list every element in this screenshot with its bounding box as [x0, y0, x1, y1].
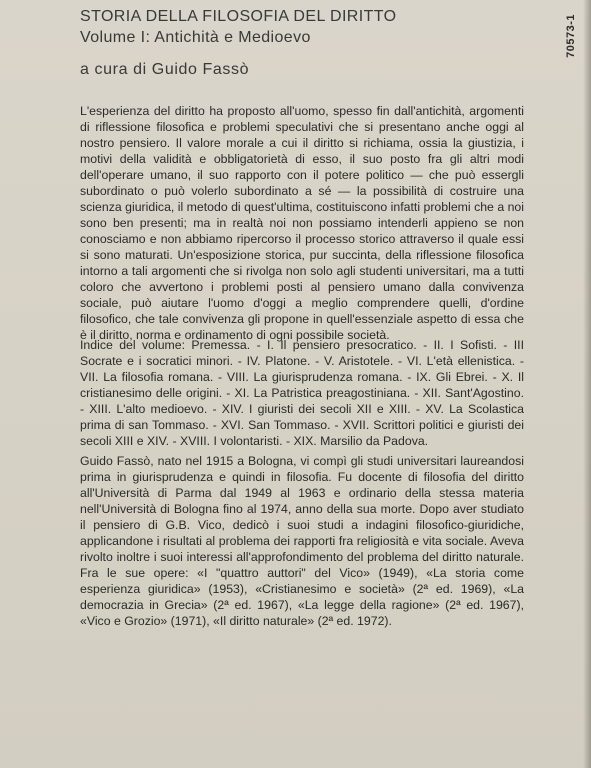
author-bio-paragraph: Guido Fassò, nato nel 1915 a Bologna, vi compì gli studi universitari laureandosi prima in giurisprudenza e quindi in filosofia. Fu docente di filosofia del diritto all'Università di Parma dal 1949 al 1963 e ordinario della stessa materia nell'Università di Bologna fino al 1974, anno della sua morte. Dopo aver studiato il pensiero di G.B. Vico, dedicò i suoi studi a indagini filosofico-giuridiche, applicandone i risultati al problema dei rapporti fra religiosità e vita sociale. Aveva rivolto inoltre i suoi interessi all'approfondimento del problema del diritto naturale. Fra le sue opere: «I "quattro auttori" del Vico» (1949), «La storia come esperienza giuridica» (1953), «Cristianesimo e società» (2ª ed. 1969), «La democrazia in Grecia» (2ª ed. 1967), «La legge della ragione» (2ª ed. 1967), «Vico e Grozio» (1971), «Il diritto naturale» (2ª ed. 1972). [80, 454, 524, 628]
cover-header [80, 6, 520, 80]
editor-credit: a cura di Guido Fassò [80, 61, 250, 78]
volume-title: Volume I: Antichità e Medioevo [80, 29, 311, 46]
series-title: STORIA DELLA FILOSOFIA DEL DIRITTO [80, 8, 397, 25]
page-edge-shadow [583, 0, 591, 768]
table-of-contents-paragraph: Indice del volume: Premessa. - I. Il pensiero presocratico. - II. I Sofisti. - III Socrate e i socratici minori. - IV. Platone. - V. Aristotele. - VI. L'età ellenistica. - VII. La filosofia romana. - VIII. La giurisprudenza romana. - IX. Gli Ebrei. - X. Il cristianesimo delle origini. - XI. La Patristica preagostiniana. - XII. Sant'Agostino. - XIII. L'alto medioevo. - XIV. I giuristi dei secoli XII e XIII. - XV. La Scolastica prima di san Tommaso. - XVI. San Tommaso. - XVII. Scrittori politici e giuristi dei secoli XIII e XIV. - XVIII. I volontaristi. - XIX. Marsilio da Padova. [80, 338, 524, 448]
catalog-number: 70573-1 [565, 14, 577, 58]
intro-paragraph: L'esperienza del diritto ha proposto all'uomo, spesso fin dall'antichità, argomenti di riflessione filosofica e problemi speculativi che si presentano anche oggi al nostro pensiero. Il valore morale a cui il diritto si richiama, ossia la giustizia, i motivi della validità e obbligatorietà di esso, il suo posto fra gli altri modi dell'operare umano, il suo rapporto con il potere politico — che può essergli subordinato o può volerlo subordinato a sé — la possibilità di costruire una scienza giuridica, il metodo di quest'ultima, costituiscono infatti problemi che a noi sono ben presenti; ma in realtà noi non possiamo intenderli appieno se non conosciamo e non abbiamo ripercorso il processo storico attraverso il quale essi si sono maturati. Un'esposizione storica, pur succinta, della riflessione filosofica intorno a tali argomenti che si rivolga non solo agli studenti universitari, ma a tutti coloro che avvertono i problemi posti al pensiero umano dalla convivenza sociale, può aiutare l'uomo d'oggi a meglio comprendere quelli, d'ordine filosofico, che tale convivenza gli propone in quell'essenziale aspetto di essa che è il diritto, norma e ordinamento di ogni possibile società. [80, 104, 524, 342]
